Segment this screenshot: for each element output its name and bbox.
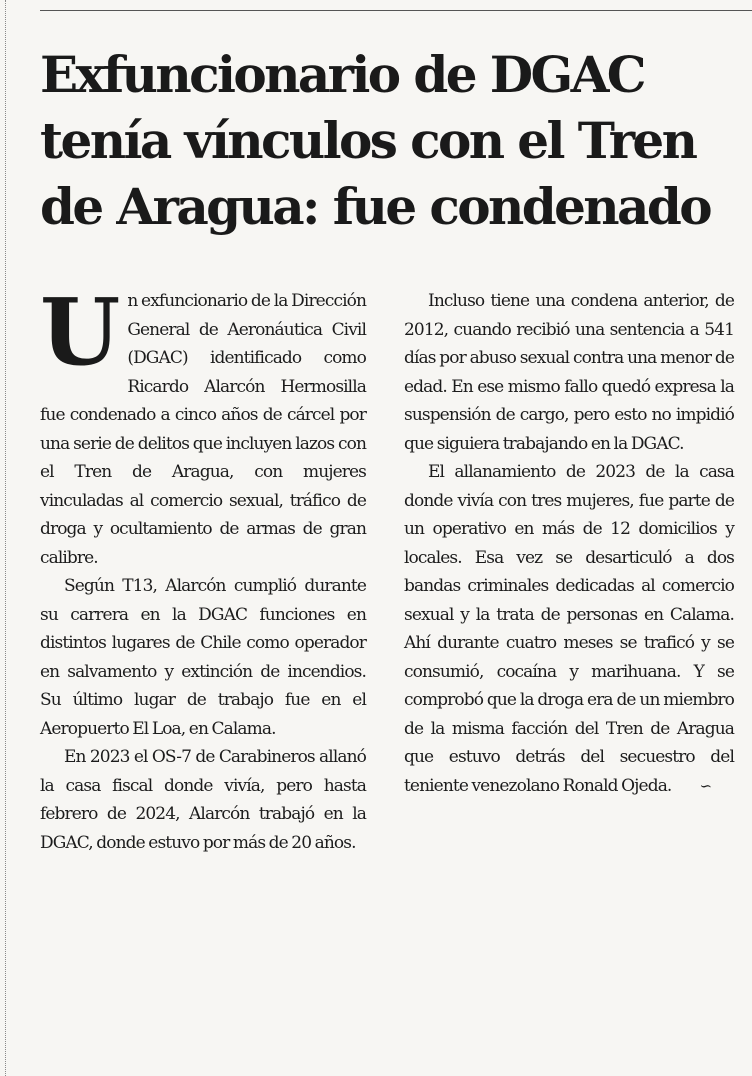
top-rule (40, 10, 752, 11)
drop-cap: U (40, 278, 120, 386)
paragraph-5-text: El allanamiento de 2023 de la casa donde vivía con tres mujeres, fue parte de un operativo en más de 12 domicilios y locales. Esa vez se desarticuló a dos bandas criminales dedicadas al comercio sexual y la trata de personas en Calama. Ahí durante cuatro meses se traficó y se consumió, cocaína y marihuana. Y se comprobó que la droga era de un miembro de la misma facción del Tren de Aragua que estuvo detrás del secuestro del teniente venezolano Ronald Ojeda. (404, 462, 734, 796)
paragraph-4: Incluso tiene una condena anterior, de 2012, cuando recibió una sentencia a 541 días por abuso sexual contra una menor de edad. En ese mismo fallo quedó expresa la suspensión de cargo, pero esto no impidió que siguiera trabajando en la DGAC. (404, 291, 734, 454)
paragraph-3: En 2023 el OS-7 de Carabineros allanó la casa fiscal donde vivía, pero hasta febrero de 2024, Alarcón trabajó en la DGAC, donde estuvo por más de 20 años. (40, 747, 366, 853)
column-separator-rule (5, 0, 6, 1076)
paragraph-2: Según T13, Alarcón cumplió durante su carrera en la DGAC funciones en distintos lugares de Chile como operador en salvamento y extinción de incendios. Su último lugar de trabajo fue en el Aeropuerto El Loa, en Calama. (40, 576, 366, 739)
headline: Exfuncionario de DGAC tenía vínculos con el Tren de Aragua: fue condenado (40, 45, 710, 236)
article-column-left (40, 278, 366, 857)
article-column-right (404, 287, 734, 800)
end-mark-icon: ∽ (699, 776, 713, 795)
paragraph-5 (404, 458, 734, 800)
paragraph-1-text: n exfuncionario de la Dirección General de Aeronáutica Civil (DGAC) identificado como Ricardo Alarcón Hermosilla fue condenado a cinco años de cárcel por una serie de delitos que incluyen lazos con el Tren de Aragua, con mujeres vinculadas al comercio sexual, tráfico de droga y ocultamiento de armas de gran calibre. (40, 291, 366, 568)
paragraph-1 (40, 278, 366, 572)
